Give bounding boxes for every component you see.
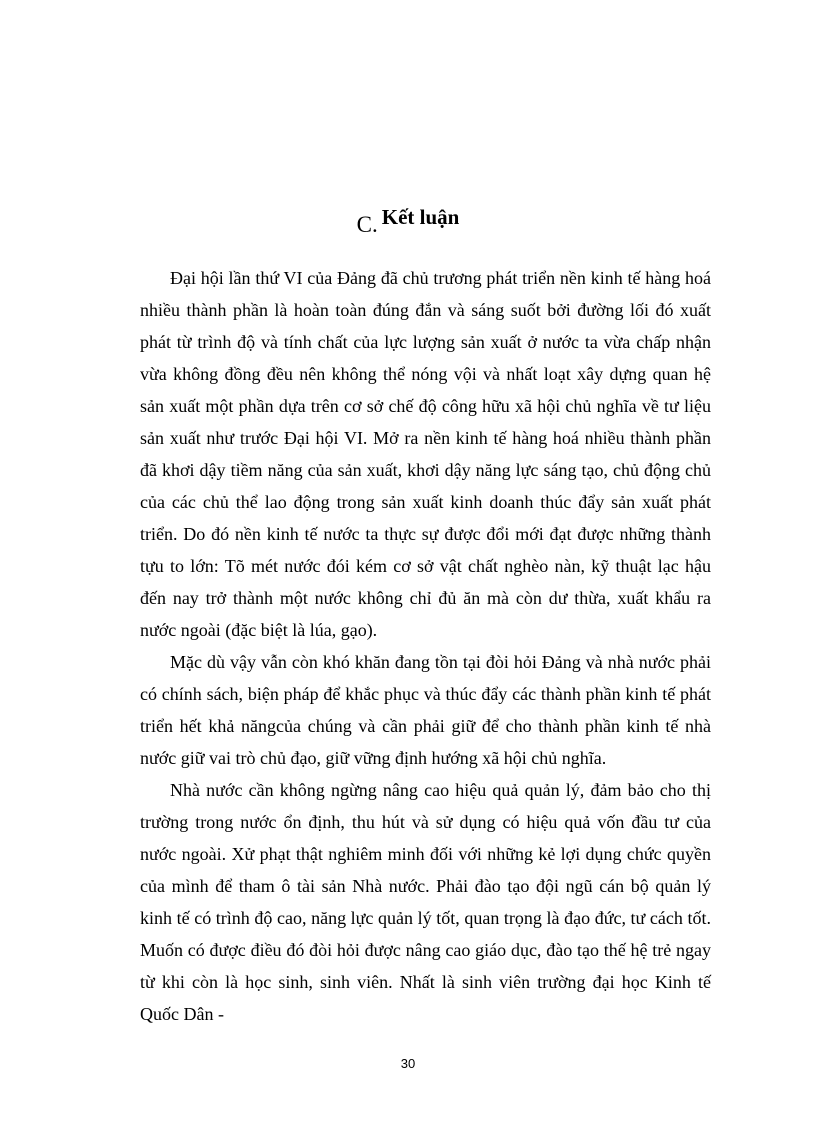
page-number: 30 — [400, 1056, 416, 1071]
section-title: Kết luận — [381, 205, 460, 229]
paragraph: Nhà nước cần không ngừng nâng cao hiệu quả quản lý, đảm bảo cho thị trường trong nước ổn định, thu hút và sử dụng có hiệu quả vốn đầu tư của nước ngoài. Xử phạt thật nghiêm minh đối với những kẻ lợi dụng chức quyền của mình để tham ô tài sản Nhà nước. Phải đào tạo đội ngũ cán bộ quản lý kinh tế có trình độ cao, năng lực quản lý tốt, quan trọng là đạo đức, tư cách tốt. Muốn có được điều đó đòi hỏi được nâng cao giáo dục, đào tạo thế hệ trẻ ngay từ khi còn là học sinh, sinh viên. Nhất là sinh viên trường đại học Kinh tế Quốc Dân - — [140, 780, 711, 1024]
paragraph: Đại hội lần thứ VI của Đảng đã chủ trương phát triển nền kinh tế hàng hoá nhiều thành phần là hoàn toàn đúng đắn và sáng suốt bởi đường lối đó xuất phát từ trình độ và tính chất của lực lượng sản xuất ở nước ta vừa chấp nhận vừa không đồng đều nên không thể nóng vội và nhất loạt xây dựng quan hệ sản xuất một phần dựa trên cơ sở chế độ công hữu xã hội chủ nghĩa về tư liệu sản xuất như trước Đại hội VI. Mở ra nền kinh tế hàng hoá nhiều thành phần đã khơi dậy tiềm năng của sản xuất, khơi dậy năng lực sáng tạo, chủ động chủ của các chủ thể lao động trong sản xuất kinh doanh thúc đẩy sản xuất phát triển. Do đó nền kinh tế nước ta thực sự được đổi mới đạt được những thành tựu to lớn: Tõ mét nước đói kém cơ sở vật chất nghèo nàn, kỹ thuật lạc hậu đến nay trở thành một nước không chỉ đủ ăn mà còn dư thừa, xuất khẩu ra nước ngoài (đặc biệt là lúa, gạo). — [140, 268, 711, 640]
body-text — [140, 262, 711, 1030]
paragraph: Mặc dù vậy vẫn còn khó khăn đang tồn tại đòi hỏi Đảng và nhà nước phải có chính sách, biện pháp để khắc phục và thúc đẩy các thành phần kinh tế phát triển hết khả năngcủa chúng và cần phải giữ để cho thành phần kinh tế nhà nước giữ vai trò chủ đạo, giữ vững định hướng xã hội chủ nghĩa. — [140, 652, 711, 768]
section-heading — [0, 202, 816, 237]
section-prefix: C. — [356, 212, 378, 237]
